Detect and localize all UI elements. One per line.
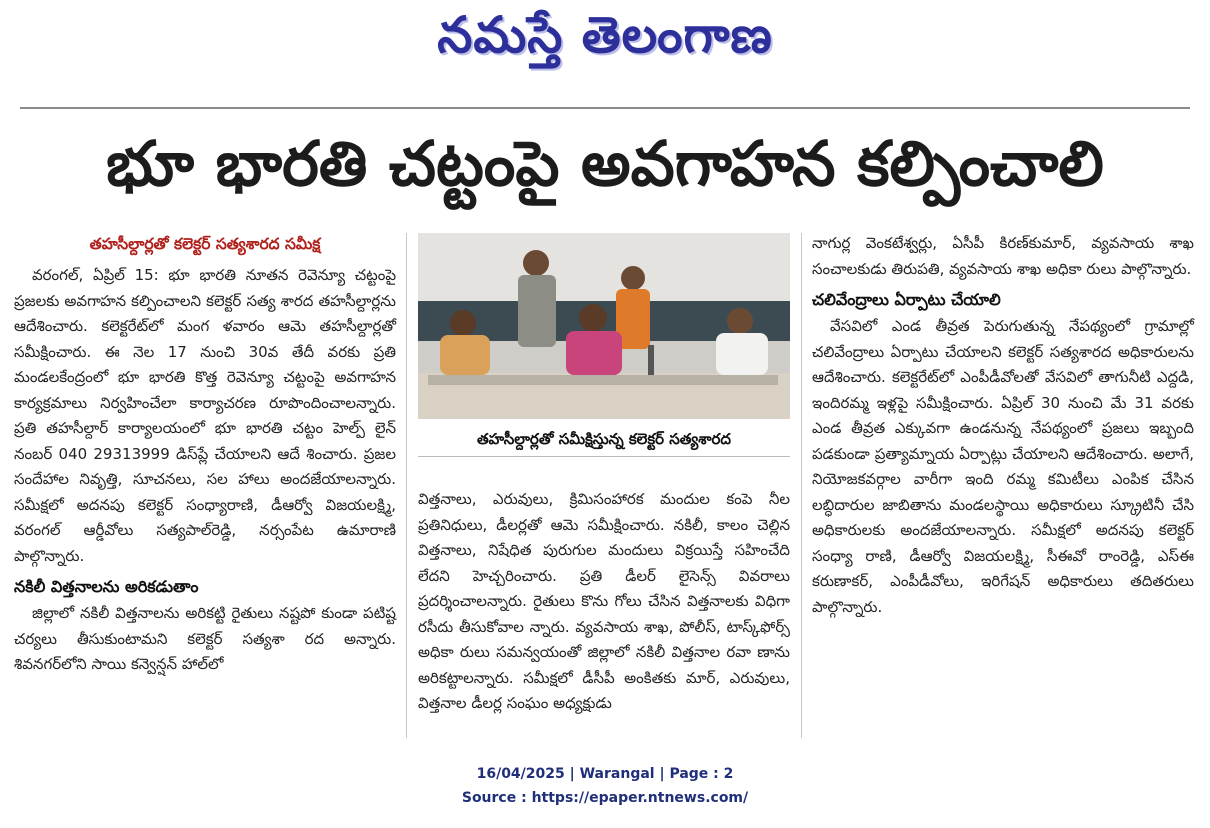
paragraph: నాగుర్ల వెంకటేశ్వర్లు, ఏసీపీ కిరణ్‌కుమార్, వ్యవసాయ శాఖ సంచాలకుడు తిరుపతి, వ్యవసాయ శాఖ అధికా రులు పాల్గొన్నారు. — [812, 234, 1194, 278]
article-headline: భూ భారతి చట్టంపై అవగాహన కల్పించాలి — [106, 127, 1104, 200]
article-kicker: తహసీల్దార్లతో కలెక్టర్ సత్యశారద సమీక్ష — [89, 235, 321, 253]
paragraph: వేసవిలో ఎండ తీవ్రత పెరుగుతున్న నేపథ్యంలో గ్రామాల్లో చలివేంద్రాలు ఏర్పాటు చేయాలని కలెక్టర్ సత్యశారద అధికారులను ఆదేశించారు. కలెక్టరేట్‌లో ఎంపీడీవోలతో వేసవిలో తాగునీటి ఎద్దడి, ఇందిరమ్మ ఇళ్లపై సమీక్షించారు. ఏప్రిల్ 30 నుంచి మే 31 వరకు ఎండ తీవ్రత ఎక్కువగా ఉండనున్న నేపథ్యంలో ప్రజలు ఇబ్బంది పడకుండా ప్రత్యామ్నాయ ఏర్పాట్లు చేయాలని ఆదేశించారు. అలాగే, నియోజకవర్గాల వారీగా ఇంది రమ్మ కమిటీలు ఎంపిక చేసిన లబ్ధిదారుల జాబితాను మండలస్థాయి అధికారులు స్క్రూటినీ చేసి అధికారులకు అందజేయాలన్నారు. సమీక్షలో అదనపు కలెక్టర్ సంధ్యా రాణి, డీఆర్వో విజయలక్ష్మి, సీఈవో రాంరెడ్డి, ఎస్ఈ కరుణాకర్, ఎంపీడీవోలు, ఇరిగేషన్ అధికారులు తదితరులు పాల్గొన్నారు. — [812, 317, 1194, 616]
subheading-fake-seeds: నకిలీ విత్తనాలను అరికడుతాం — [14, 577, 199, 596]
source-link[interactable]: Source : https://epaper.ntnews.com/ — [461, 790, 749, 806]
masthead-divider — [20, 107, 1190, 109]
article-column-left — [14, 231, 396, 678]
column-divider — [406, 233, 407, 738]
news-photo — [418, 233, 790, 419]
page-footer — [0, 762, 1210, 810]
paragraph: వరంగల్, ఏప్రిల్ 15: భూ భారతి నూతన రెవెన్యూ చట్టంపై ప్రజలకు అవగాహన కల్పించాలని కలెక్టర్ సత్య శారద తహసీల్దార్లను ఆదేశించారు. కలెక్టరేట్‌లో మంగ ళవారం ఆమె తహసీల్దార్లతో సమీక్షించారు. ఈ నెల 17 నుంచి 30వ తేదీ వరకు ప్రతి మండలకేంద్రంలో భూ భారతి కొత్త రెవెన్యూ చట్టంపై అవగాహన కార్యక్రమాలు నిర్వహించేలా కార్యాచరణ రూపొందించాలన్నారు. ప్రతి తహసీల్దార్ కార్యాలయంలో భూ భారతి చట్టం హెల్ప్ లైన్ నంబర్ 040 29313999 డిస్‌ప్లే చేయాలని ఆదే శించారు. ప్రజల సందేహాల నివృత్తి, సూచనలు, సల హాలు అందజేయాలన్నారు. సమీక్షలో అదనపు కలెక్టర్ సంధ్యారాణి, డీఆర్వో విజయలక్ష్మి, వరంగల్ ఆర్డీవోలు సత్యపాల్‌రెడ్డి, నర్సంపేట ఉమారాణి పాల్గొన్నారు. — [14, 266, 396, 565]
paragraph: జిల్లాలో నకిలీ విత్తనాలను అరికట్టి రైతులు నష్టపో కుండా పటిష్ట చర్యలు తీసుకుంటామని కలెక్టర్ సత్యశా రద అన్నారు. శివనగర్‌లోని సాయి కన్వెన్షన్ హాల్‌లో — [14, 604, 396, 673]
newspaper-logo: నమస్తే తెలంగాణ — [437, 6, 773, 64]
edition-info: 16/04/2025 | Warangal | Page : 2 — [476, 766, 734, 782]
article-column-middle — [418, 487, 790, 717]
paragraph: విత్తనాలు, ఎరువులు, క్రిమిసంహారక మందుల కంపె నీల ప్రతినిధులు, డీలర్లతో ఆమె సమీక్షించారు. నకిలీ, కాలం చెల్లిన విత్తనాలు, నిషేధిత పురుగుల మందులు విక్రయిస్తే సహించేది లేదని హెచ్చరించారు. ప్రతి డీలర్ లైసెన్స్ వివరాలు ప్రదర్శించాలన్నారు. రైతులు కొను గోలు చేసిన విత్తనాలకు విధిగా రసీదు తీసుకోవాల న్నారు. వ్యవసాయ శాఖ, పోలీస్, టాస్క్‌ఫోర్స్ అధికా రులు సమన్వయంతో జిల్లాలో నకిలీ విత్తనాల రవా ణాను అరికట్టాలన్నారు. సమీక్షలో డీసీపీ అంకితకు మార్, ఎరువులు, విత్తనాల డీలర్ల సంఘం అధ్యక్షుడు — [418, 490, 790, 712]
photo-caption: తహసీల్దార్లతో సమీక్షిస్తున్న కలెక్టర్ సత్యశారద — [418, 421, 790, 457]
article-column-right — [812, 231, 1194, 620]
column-divider — [801, 233, 802, 738]
masthead — [0, 0, 1210, 90]
subheading-water-booths: చలివేంద్రాలు ఏర్పాటు చేయాలి — [812, 290, 1001, 309]
meeting-photo-illustration — [418, 233, 790, 419]
